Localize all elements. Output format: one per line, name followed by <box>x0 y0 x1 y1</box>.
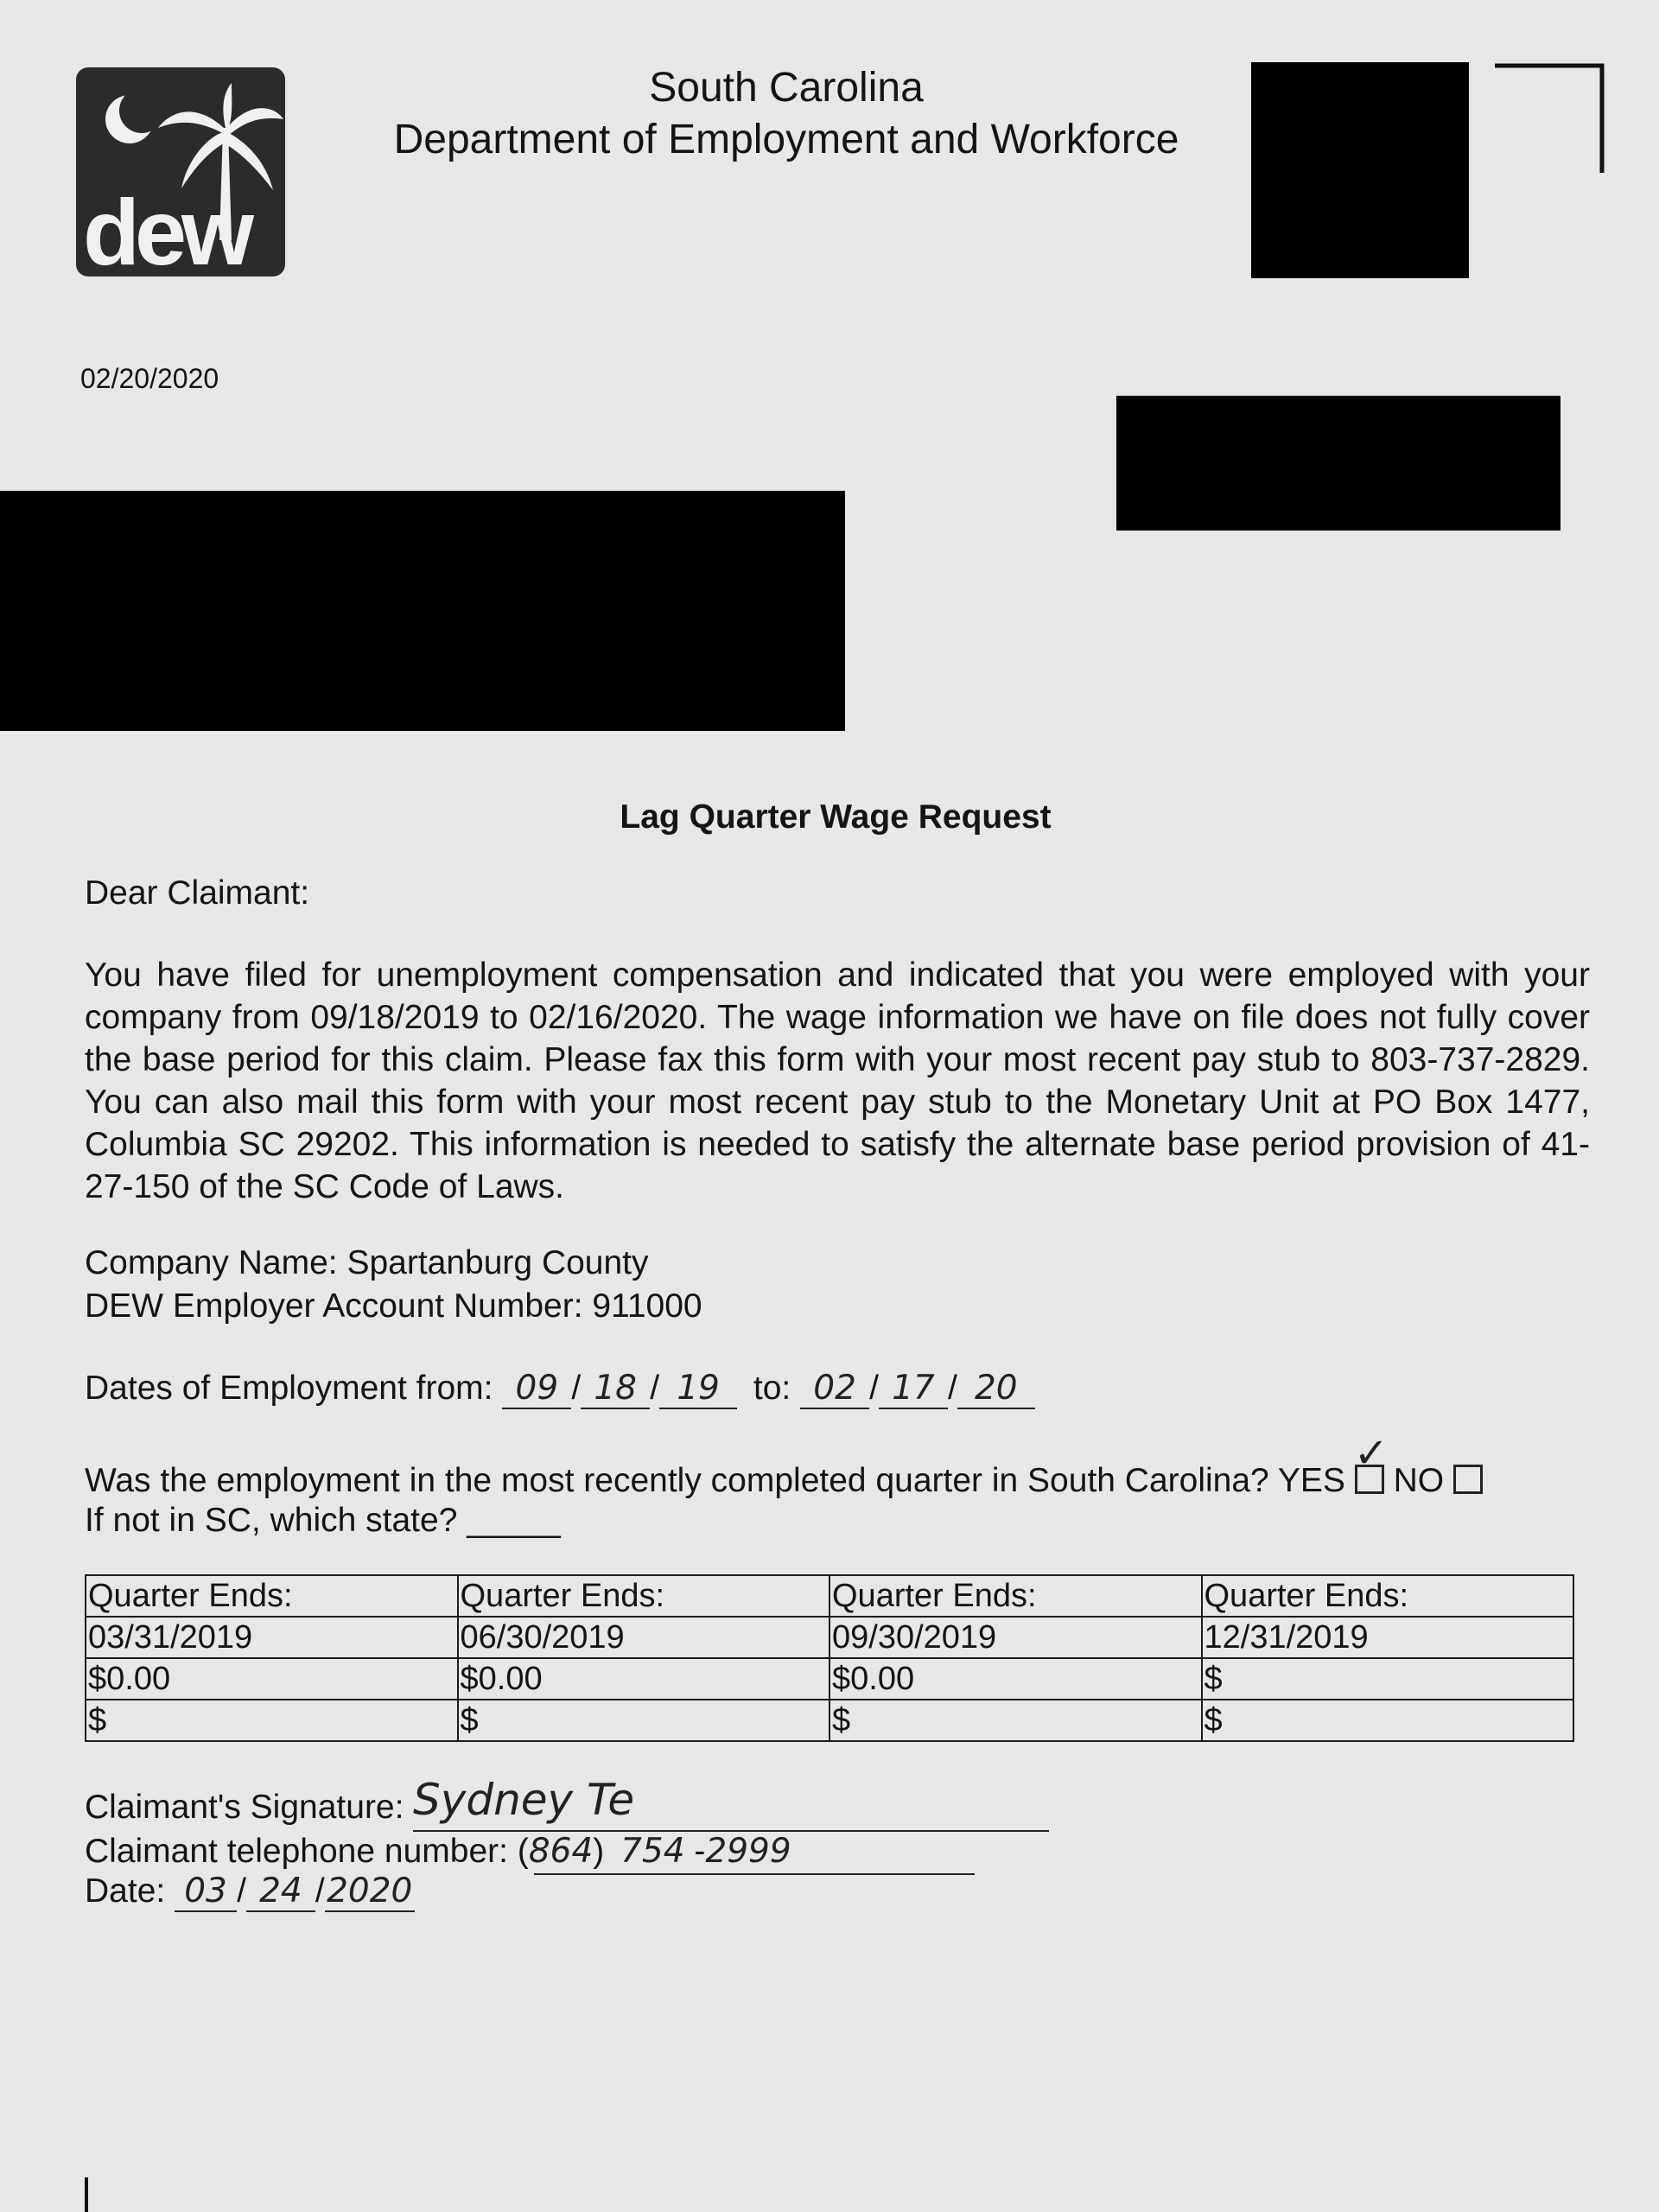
checkmark-icon: ✓ <box>1353 1429 1389 1478</box>
from-month[interactable]: 09 <box>502 1369 571 1409</box>
state-question: If not in SC, which state? <box>85 1502 458 1539</box>
from-year[interactable]: 19 <box>659 1369 737 1409</box>
employment-dates-label: Dates of Employment from: <box>85 1370 493 1407</box>
quarter-end-date: 12/31/2019 <box>1202 1617 1574 1658</box>
employment-dates-row: Dates of Employment from: 09 / 18 / 19 to: 02 / 17 / 20 <box>85 1369 1035 1409</box>
yes-label: YES <box>1277 1462 1345 1499</box>
phone-underline <box>534 1873 975 1875</box>
wage-amount[interactable]: $ <box>458 1700 830 1741</box>
table-header-cell: Quarter Ends: <box>86 1575 458 1617</box>
company-name: Company Name: Spartanburg County <box>85 1244 649 1281</box>
table-row <box>86 1700 1573 1741</box>
sc-question-row <box>85 1429 1483 1500</box>
document-title: Lag Quarter Wage Request <box>620 798 1052 836</box>
wage-amount[interactable]: $ <box>1202 1658 1574 1700</box>
redaction-block <box>1251 62 1469 278</box>
svg-text:dew: dew <box>83 180 250 276</box>
org-department: Department of Employment and Workforce <box>393 117 1179 162</box>
phone-label: Claimant telephone number: <box>85 1833 508 1870</box>
state-blank[interactable]: _____ <box>467 1502 561 1539</box>
wage-amount[interactable]: $ <box>830 1700 1202 1741</box>
phone-line-number[interactable]: 2999 <box>705 1832 791 1871</box>
wage-amount[interactable]: $0.00 <box>86 1658 458 1700</box>
body-paragraph: You have filed for unemployment compensation and indicated that you were employed with your company from 09/18/2019 to 02/16/2020. The wage information we have on file does not fully cover the base period for this claim. Please fax this form with your most recent pay stub to 803-737-2829. You can also mail this form with your most recent pay stub to the Monetary Unit at PO Box 1477, Columbia SC 29202. This information is needed to satisfy the alternate base period provision of 41-27-150 of the SC Code of Laws. <box>85 957 1590 1205</box>
date-month[interactable]: 03 <box>175 1872 237 1912</box>
no-checkbox[interactable] <box>1453 1465 1483 1494</box>
table-header-cell: Quarter Ends: <box>458 1575 830 1617</box>
signature-label: Claimant's Signature: <box>85 1789 404 1826</box>
scan-mark <box>85 2177 88 2212</box>
phone-area-code[interactable]: 864 <box>528 1832 594 1871</box>
redaction-block <box>0 491 845 731</box>
from-day[interactable]: 18 <box>581 1369 650 1409</box>
redaction-block <box>1116 396 1560 531</box>
signature-value[interactable]: Sydney Te <box>413 1775 635 1825</box>
to-label: to: <box>753 1370 791 1407</box>
table-row <box>86 1658 1573 1700</box>
table-row <box>86 1575 1573 1617</box>
letter-date: 02/20/2020 <box>80 363 219 394</box>
corner-mark <box>1495 62 1605 175</box>
quarter-end-date: 09/30/2019 <box>830 1617 1202 1658</box>
to-month[interactable]: 02 <box>800 1369 869 1409</box>
salutation: Dear Claimant: <box>85 874 310 912</box>
table-row <box>86 1617 1573 1658</box>
wage-amount[interactable]: $ <box>86 1700 458 1741</box>
to-year[interactable]: 20 <box>957 1369 1035 1409</box>
no-label: NO <box>1393 1462 1445 1499</box>
wage-amount[interactable]: $0.00 <box>458 1658 830 1700</box>
date-row: Date: 03 / 24 /2020 <box>85 1872 415 1912</box>
sc-question: Was the employment in the most recently completed quarter in South Carolina? <box>85 1462 1269 1499</box>
quarter-end-date: 06/30/2019 <box>458 1617 830 1658</box>
employer-account-number: DEW Employer Account Number: 911000 <box>85 1287 702 1325</box>
state-question-row <box>85 1502 561 1540</box>
table-header-cell: Quarter Ends: <box>830 1575 1202 1617</box>
phone-row: Claimant telephone number: (864) 754 -2999 <box>85 1832 791 1871</box>
phone-prefix[interactable]: 754 <box>620 1832 685 1871</box>
wage-amount[interactable]: $0.00 <box>830 1658 1202 1700</box>
to-day[interactable]: 17 <box>879 1369 948 1409</box>
date-year[interactable]: 2020 <box>325 1872 415 1912</box>
org-state: South Carolina <box>649 65 924 111</box>
date-day[interactable]: 24 <box>246 1872 315 1912</box>
wage-table <box>85 1574 1574 1742</box>
wage-amount[interactable]: $ <box>1202 1700 1574 1741</box>
table-header-cell: Quarter Ends: <box>1202 1575 1574 1617</box>
date-label: Date: <box>85 1872 166 1910</box>
quarter-end-date: 03/31/2019 <box>86 1617 458 1658</box>
yes-checkbox[interactable] <box>1353 1429 1389 1494</box>
